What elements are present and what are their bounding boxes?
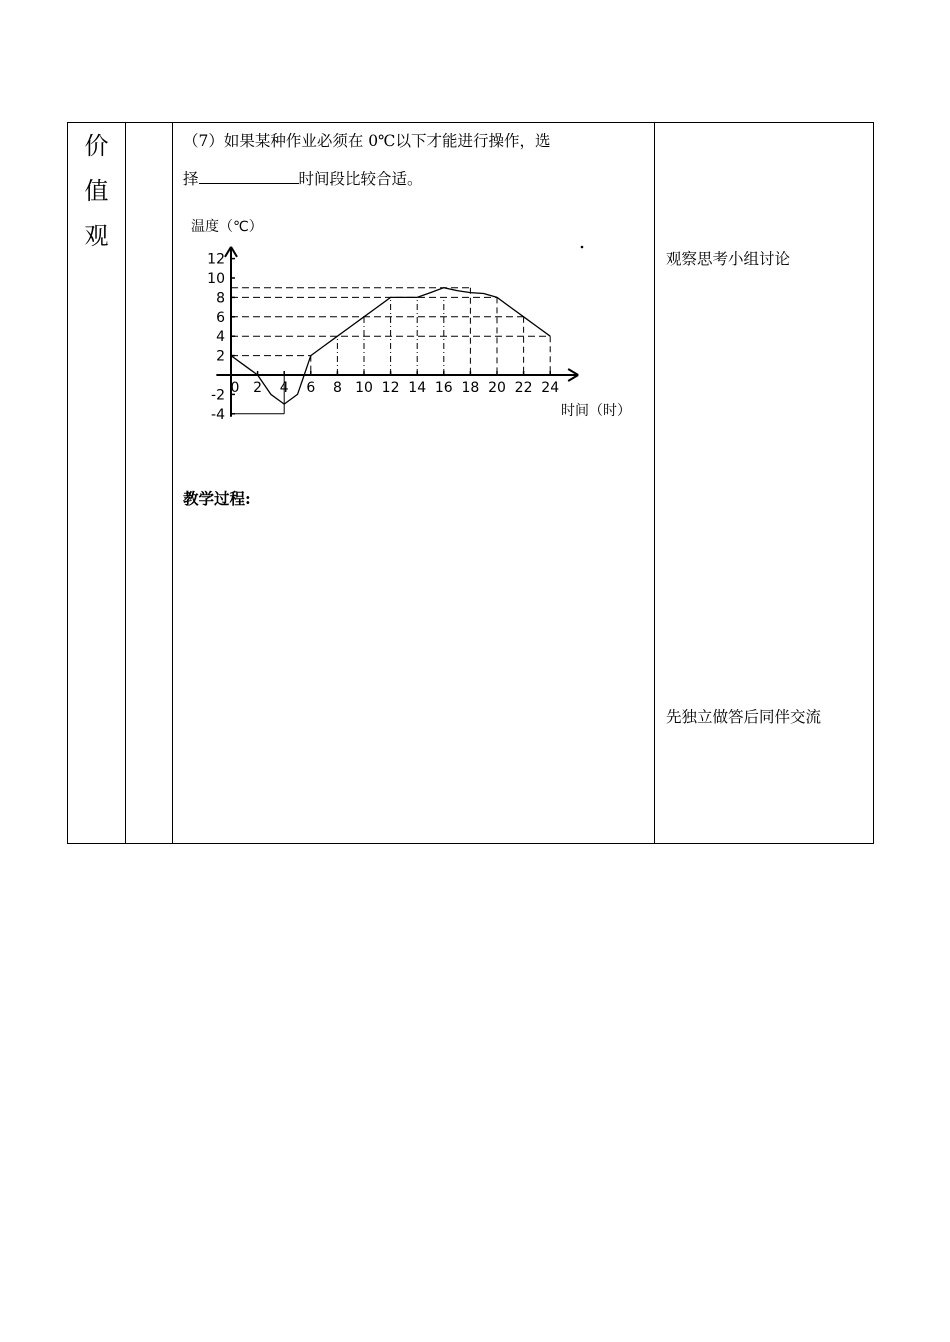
question-line-2-end: 时间段比较合适。	[298, 170, 423, 188]
y-axis-label: 温度（℃）	[191, 219, 263, 235]
y-tick-label: -4	[211, 406, 225, 423]
x-tick-label: 6	[306, 380, 316, 396]
question-line-2	[183, 167, 654, 189]
y-tick-label: -2	[211, 387, 225, 404]
x-tick-label: 8	[332, 380, 342, 396]
notes-cell	[655, 123, 874, 844]
y-tick-label: 2	[216, 348, 225, 365]
y-tick-label: 4	[216, 329, 225, 346]
x-tick-label: 0	[230, 380, 240, 396]
x-tick-label: 2	[253, 380, 263, 396]
note-observe: 观察思考小组讨论	[666, 250, 791, 268]
x-tick-label: 22	[514, 380, 533, 396]
note-answer: 先独立做答后同伴交流	[666, 708, 822, 726]
content-cell	[173, 123, 655, 844]
stray-dot	[581, 246, 584, 249]
temperature-chart	[191, 209, 661, 449]
x-tick-label: 12	[381, 380, 400, 396]
x-tick-label: 16	[434, 380, 453, 396]
y-tick-label: 10	[207, 271, 225, 287]
category-char-1: 价	[84, 132, 109, 160]
process-title: 教学过程:	[183, 489, 251, 508]
x-tick-label: 24	[541, 380, 560, 396]
x-axis-label: 时间（时）	[561, 403, 631, 419]
x-tick-label: 20	[488, 380, 506, 396]
category-cell	[68, 123, 126, 844]
x-tick-label: 18	[461, 380, 480, 396]
category-char-3: 观	[84, 222, 109, 250]
x-tick-label: 14	[408, 380, 427, 396]
x-tick-label: 4	[279, 380, 289, 396]
lesson-table	[67, 122, 874, 844]
category-char-2: 值	[84, 177, 109, 205]
chart-ticks	[207, 252, 559, 423]
x-tick-label: 10	[355, 380, 373, 396]
answer-blank	[199, 167, 299, 184]
empty-cell	[126, 123, 173, 844]
question-line-1: （7）如果某种作业必须在 0℃以下才能进行操作，选	[183, 132, 551, 150]
y-tick-label: 6	[216, 309, 225, 326]
y-tick-label: 12	[207, 251, 225, 268]
y-tick-label: 8	[216, 290, 225, 307]
question-line-2-start: 择	[183, 170, 199, 188]
